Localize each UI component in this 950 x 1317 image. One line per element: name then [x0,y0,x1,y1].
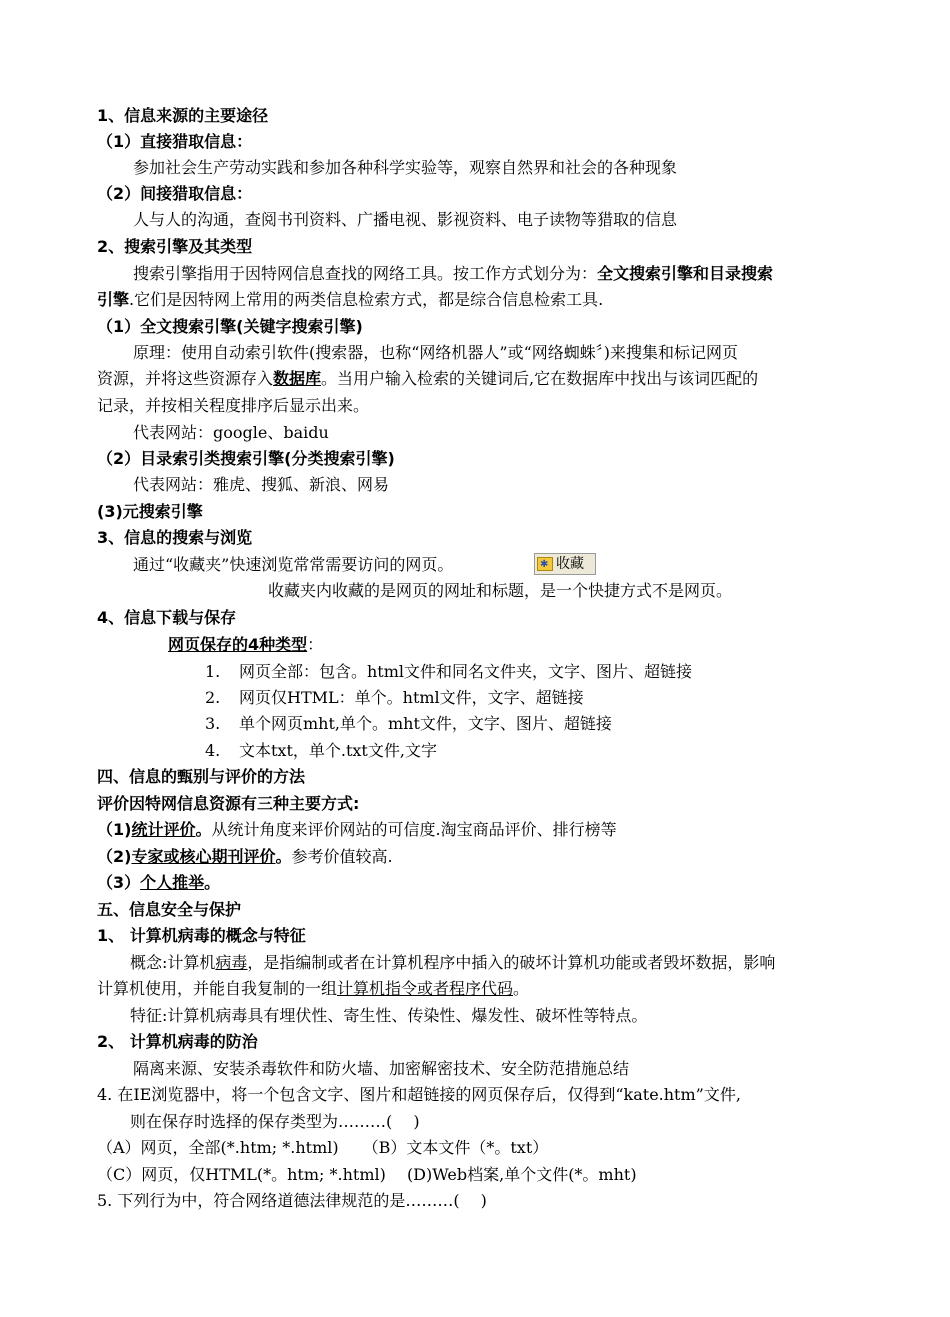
favorites-line1: 通过“收藏夹”快速浏览常常需要访问的网页。 [133,555,454,574]
evaluation-method-3 [97,872,220,894]
list-item-text: 网页全部：包含。html文件和同名文件夹，文字、图片、超链接 [239,662,693,681]
list-item-number: 4. [205,741,221,760]
method-1-key: 统计评价 [131,820,196,839]
concept-text-e: 。 [513,979,530,998]
virus-concept-heading: 1、 计算机病毒的概念与特征 [97,926,306,945]
indirect-acquire-title: （2）间接猎取信息： [97,184,253,203]
search-engine-intro-line1 [133,263,773,285]
method-2-text: 参考价值较高. [291,847,393,866]
virus-prevention-heading: 2、 计算机病毒的防治 [97,1032,258,1051]
fulltext-principle-line3: 记录，并按相关程度排序后显示出来。 [97,396,370,415]
section-4-heading: 4、信息下载与保存 [97,608,237,627]
concept-text-d: 计算机使用，并能自我复制的一组 [97,979,338,998]
principle-text-c: 。当用户输入检索的关键词后,它在数据库中找出与该词匹配的 [321,369,759,388]
favorites-button[interactable] [534,553,596,575]
virus-concept-line1 [130,952,775,974]
intro-bold-cont: 引擎 [97,290,130,309]
method-2-prefix: （2) [97,847,132,866]
method-1-text: 从统计角度来评价网站的可信度.淘宝商品评价、排行榜等 [211,820,617,839]
fulltext-principle-line2 [97,368,758,390]
directory-sites: 代表网站：雅虎、搜狐、新浪、网易 [133,475,390,494]
evaluation-method-1 [97,819,617,841]
list-item-text: 网页仅HTML：单个。html文件，文字、超链接 [239,688,584,707]
method-3-key: 个人推举 [140,873,205,892]
directory-engine-title: （2）目录索引类搜索引擎(分类搜索引擎) [97,449,395,468]
method-1-period: 。 [195,820,212,839]
question-4-options-ab: （A）网页，全部(*.htm; *.html) （B）文本文件（*。txt） [97,1138,549,1157]
save-types-title: 网页保存的4种类型 [168,635,308,654]
question-4-options-cd: （C）网页，仅HTML(*。htm; *.html) (D)Web档案,单个文件(*。mht) [97,1165,637,1184]
direct-acquire-title: （1）直接猎取信息： [97,132,253,151]
database-term: 数据库 [273,369,322,388]
direct-acquire-text: 参加社会生产劳动实践和参加各种科学实验等，观察自然界和社会的各种现象 [133,158,678,177]
question-4-line2: 则在保存时选择的保存类型为………( ) [130,1112,420,1131]
intro-text: 搜索引擎指用于因特网信息查找的网络工具。按工作方式划分为： [133,264,598,283]
section-1-heading: 1、信息来源的主要途径 [97,106,269,125]
list-item-text: 单个网页mht,单个。mht文件，文字、图片、超链接 [239,714,612,733]
concept-text-a: 概念:计算机 [130,953,216,972]
intro-text-cont: .它们是因特网上常用的两类信息检索方式，都是综合信息检索工具. [129,290,604,309]
list-item [205,713,612,735]
method-3-prefix: （3） [97,873,141,892]
code-term: 计算机指令或者程序代码 [337,979,514,998]
method-3-period: 。 [204,873,221,892]
section-3-heading: 3、信息的搜索与浏览 [97,528,253,547]
fulltext-principle-line1: 原理：使用自动索引软件(搜索器，也称“网络机器人”或“网络蜘蛛〞)来搜集和标记网页 [133,343,739,362]
method-2-key: 专家或核心期刊评价 [131,847,276,866]
evaluation-method-2 [97,846,393,868]
security-heading: 五、信息安全与保护 [97,900,242,919]
virus-prevention-text: 隔离来源、安装杀毒软件和防火墙、加密解密技术、安全防范措施总结 [133,1059,630,1078]
list-item-number: 2. [205,688,221,707]
question-4-line1: 4. 在IE浏览器中，将一个包含文字、图片和超链接的网页保存后，仅得到“kate.htm”文件, [97,1085,741,1104]
favorites-folder-icon [537,557,553,571]
method-1-prefix: （1) [97,820,132,839]
evaluation-intro: 评价因特网信息资源有三种主要方式: [97,794,360,813]
favorites-button-label: 收藏 [556,556,584,572]
list-item [205,687,584,709]
search-engine-intro-line2 [97,289,603,311]
save-types-subtitle [168,634,323,656]
meta-engine-title: (3)元搜索引擎 [97,502,203,521]
list-item-text: 文本txt，单个.txt文件,文字 [239,741,437,760]
list-item [205,661,692,683]
list-item-number: 1. [205,662,221,681]
concept-text-c: ，是指编制或者在计算机程序中插入的破坏计算机功能或者毁坏数据，影响 [247,953,776,972]
virus-features: 特征:计算机病毒具有埋伏性、寄生性、传染性、爆发性、破坏性等特点。 [130,1006,648,1025]
save-types-colon: ： [307,635,324,654]
evaluation-heading: 四、信息的甄别与评价的方法 [97,767,306,786]
section-2-heading: 2、搜索引擎及其类型 [97,237,253,256]
virus-term: 病毒 [215,953,248,972]
favorites-line2: 收藏夹内收藏的是网页的网址和标题，是一个快捷方式不是网页。 [268,581,733,600]
virus-concept-line2 [97,978,529,1000]
principle-text-a: 资源，并将这些资源存入 [97,369,274,388]
question-5: 5. 下列行为中，符合网络道德法律规范的是………( ) [97,1191,487,1210]
method-2-period: 。 [275,847,292,866]
intro-bold: 全文搜索引擎和目录搜索 [597,264,774,283]
list-item-number: 3. [205,714,221,733]
fulltext-sites: 代表网站：google、baidu [133,423,329,442]
fulltext-engine-title: （1）全文搜索引擎(关键字搜索引擎) [97,317,363,336]
list-item [205,740,437,762]
indirect-acquire-text: 人与人的沟通，查阅书刊资料、广播电视、影视资料、电子读物等猎取的信息 [133,210,678,229]
